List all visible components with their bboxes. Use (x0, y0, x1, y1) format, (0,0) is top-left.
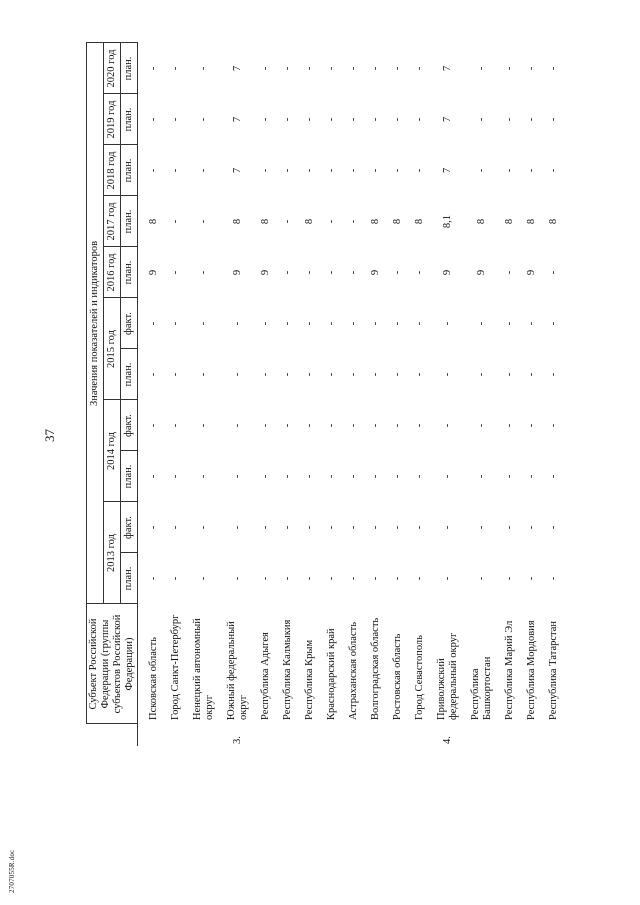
value-cell: - (198, 423, 210, 428)
value-cell: - (148, 321, 160, 326)
value-cell: - (260, 66, 272, 71)
value-cell: - (504, 321, 516, 326)
row-number (365, 724, 387, 746)
value-cell: - (476, 168, 488, 173)
value-cell: - (392, 168, 404, 173)
footer-file-name: 2707055R.doc (8, 849, 16, 893)
value-cell: - (304, 168, 316, 173)
value-cell: - (326, 168, 338, 173)
year-header: 2015 год (104, 298, 121, 400)
subject-name: Республика Адыгея (260, 632, 272, 720)
value-cell: - (232, 474, 244, 479)
value-cell: - (526, 372, 538, 377)
value-cell: - (392, 474, 404, 479)
value-cell: - (282, 576, 294, 581)
value-cell: - (476, 525, 488, 530)
table-row (255, 43, 277, 746)
value-cell: 8,1 (442, 214, 454, 229)
value-cell: - (282, 423, 294, 428)
value-cell: - (348, 576, 360, 581)
year-header: 2016 год (104, 247, 121, 298)
value-cell: 7 (442, 65, 454, 72)
value-cell: - (392, 270, 404, 275)
page-number: 37 (42, 429, 57, 442)
value-cell: - (282, 474, 294, 479)
value-cell: - (370, 117, 382, 122)
value-cell: - (326, 423, 338, 428)
values-header: Значения показателей и индикаторов (87, 43, 104, 604)
value-cell: - (414, 423, 426, 428)
value-cell: - (198, 321, 210, 326)
table-row (277, 43, 299, 746)
value-cell: - (170, 576, 182, 581)
value-cell: - (504, 474, 516, 479)
value-cell: - (370, 576, 382, 581)
value-cell: - (198, 525, 210, 530)
value-cell: - (170, 117, 182, 122)
value-cell: - (260, 423, 272, 428)
value-cell: 9 (526, 269, 538, 276)
value-cell: - (548, 525, 560, 530)
subject-name: Город Севастополь (414, 635, 426, 720)
value-cell: - (326, 372, 338, 377)
value-cell: 8 (526, 218, 538, 225)
value-cell: - (170, 66, 182, 71)
value-cell: - (260, 525, 272, 530)
value-cell: - (198, 576, 210, 581)
value-cell: - (370, 423, 382, 428)
value-cell: - (476, 117, 488, 122)
year-header: 2013 год (104, 502, 121, 604)
plan-header: план. (121, 553, 138, 604)
row-number (465, 724, 499, 746)
value-cell: - (370, 474, 382, 479)
value-cell: - (304, 66, 316, 71)
value-cell: - (504, 66, 516, 71)
row-number: 3. (232, 736, 244, 744)
value-cell: - (282, 219, 294, 224)
plan-header: план. (121, 247, 138, 298)
value-cell: - (326, 219, 338, 224)
subject-column-header: Субъект Российской Федерации (группы субъектов Российской Федерации) (87, 604, 138, 724)
value-cell: 7 (442, 116, 454, 123)
value-cell: - (414, 474, 426, 479)
value-cell: - (504, 372, 516, 377)
row-number (343, 724, 365, 746)
value-cell: - (348, 372, 360, 377)
value-cell: - (148, 66, 160, 71)
value-cell: - (326, 474, 338, 479)
value-cell: - (170, 525, 182, 530)
value-cell: - (414, 117, 426, 122)
table-row (187, 43, 221, 746)
row-number (521, 724, 543, 746)
value-cell: - (392, 423, 404, 428)
value-cell: - (198, 219, 210, 224)
value-cell: - (348, 525, 360, 530)
value-cell: - (442, 321, 454, 326)
value-cell: - (504, 168, 516, 173)
value-cell: - (148, 525, 160, 530)
subject-name: Псковская область (148, 637, 160, 720)
value-cell: - (504, 270, 516, 275)
subject-name: Волгоградская область (370, 617, 382, 720)
table-row (431, 43, 465, 746)
value-cell: - (232, 372, 244, 377)
value-cell: 8 (504, 218, 516, 225)
fact-header: факт. (121, 298, 138, 349)
value-cell: - (348, 117, 360, 122)
value-cell: - (326, 270, 338, 275)
table-row (409, 43, 431, 746)
value-cell: 7 (232, 167, 244, 174)
value-cell: - (170, 423, 182, 428)
subject-name: Приволжский федеральный округ (436, 632, 460, 720)
value-cell: - (170, 372, 182, 377)
value-cell: - (326, 525, 338, 530)
table-row (365, 43, 387, 746)
value-cell: - (148, 117, 160, 122)
value-cell: - (414, 525, 426, 530)
value-cell: - (304, 423, 316, 428)
value-cell: - (348, 270, 360, 275)
value-cell: - (148, 576, 160, 581)
value-cell: - (348, 66, 360, 71)
value-cell: - (170, 168, 182, 173)
table-row (165, 43, 187, 746)
value-cell: - (526, 576, 538, 581)
value-cell: - (198, 117, 210, 122)
table-row (521, 43, 543, 746)
value-cell: - (476, 321, 488, 326)
value-cell: - (304, 525, 316, 530)
value-cell: - (148, 168, 160, 173)
value-cell: - (348, 321, 360, 326)
table-row (299, 43, 321, 746)
plan-header: план. (121, 145, 138, 196)
value-cell: - (260, 576, 272, 581)
fact-header: факт. (121, 400, 138, 451)
value-cell: 7 (232, 116, 244, 123)
plan-header: план. (121, 349, 138, 400)
year-header: 2014 год (104, 400, 121, 502)
subject-name: Республика Марий Эл (504, 620, 516, 720)
value-cell: - (504, 525, 516, 530)
number-column-header (87, 724, 138, 746)
value-cell: - (282, 66, 294, 71)
value-cell: 9 (476, 269, 488, 276)
row-number (277, 724, 299, 746)
year-header: 2020 год (104, 43, 121, 94)
row-number: 4. (442, 736, 454, 744)
subject-name: Республика Башкортостан (470, 656, 494, 720)
value-cell: - (392, 576, 404, 581)
value-cell: - (326, 117, 338, 122)
value-cell: - (526, 474, 538, 479)
value-cell: - (442, 372, 454, 377)
value-cell: 9 (232, 269, 244, 276)
year-header: 2018 год (104, 145, 121, 196)
value-cell: - (370, 66, 382, 71)
value-cell: - (414, 168, 426, 173)
value-cell: - (282, 168, 294, 173)
value-cell: 9 (260, 269, 272, 276)
value-cell: - (304, 576, 316, 581)
value-cell: 9 (370, 269, 382, 276)
value-cell: - (304, 117, 316, 122)
table-row (221, 43, 255, 746)
value-cell: - (260, 117, 272, 122)
indicators-table (86, 42, 565, 746)
row-number (165, 724, 187, 746)
table-row (387, 43, 409, 746)
value-cell: - (526, 117, 538, 122)
table-row (499, 43, 521, 746)
value-cell: 8 (148, 218, 160, 225)
value-cell: - (370, 525, 382, 530)
value-cell: - (414, 66, 426, 71)
value-cell: - (198, 168, 210, 173)
value-cell: - (232, 576, 244, 581)
value-cell: - (526, 423, 538, 428)
value-cell: - (282, 117, 294, 122)
value-cell: - (548, 117, 560, 122)
value-cell: 8 (548, 218, 560, 225)
value-cell: - (414, 576, 426, 581)
value-cell: - (392, 372, 404, 377)
value-cell: 8 (232, 218, 244, 225)
value-cell: - (170, 474, 182, 479)
value-cell: - (304, 474, 316, 479)
value-cell: - (476, 66, 488, 71)
subject-name: Ростовская область (392, 633, 404, 720)
value-cell: - (198, 66, 210, 71)
value-cell: - (476, 474, 488, 479)
year-header: 2019 год (104, 94, 121, 145)
row-number (499, 724, 521, 746)
value-cell: - (504, 576, 516, 581)
value-cell: - (442, 576, 454, 581)
value-cell: 9 (148, 269, 160, 276)
value-cell: 8 (260, 218, 272, 225)
value-cell: - (504, 423, 516, 428)
value-cell: - (548, 168, 560, 173)
row-number (321, 724, 343, 746)
value-cell: - (148, 423, 160, 428)
value-cell: - (304, 321, 316, 326)
value-cell: - (198, 270, 210, 275)
value-cell: - (326, 66, 338, 71)
subject-name: Южный федеральный округ (226, 621, 250, 720)
fact-header: факт. (121, 502, 138, 553)
subject-name: Ненецкий автономный округ (192, 618, 216, 720)
row-number (187, 724, 221, 746)
value-cell: - (548, 321, 560, 326)
value-cell: - (414, 372, 426, 377)
value-cell: 8 (370, 218, 382, 225)
value-cell: - (282, 525, 294, 530)
value-cell: - (370, 321, 382, 326)
value-cell: - (260, 168, 272, 173)
table-row (138, 43, 166, 746)
subject-name: Республика Мордовия (526, 620, 538, 720)
value-cell: - (526, 66, 538, 71)
value-cell: - (548, 270, 560, 275)
value-cell: - (442, 525, 454, 530)
row-number (138, 724, 166, 746)
subject-name: Краснодарский край (326, 628, 338, 720)
row-number (409, 724, 431, 746)
value-cell: - (148, 474, 160, 479)
table-row (343, 43, 365, 746)
value-cell: - (548, 576, 560, 581)
value-cell: 9 (442, 269, 454, 276)
value-cell: - (348, 168, 360, 173)
value-cell: - (232, 525, 244, 530)
value-cell: - (282, 270, 294, 275)
value-cell: - (260, 372, 272, 377)
value-cell: - (414, 270, 426, 275)
value-cell: - (260, 474, 272, 479)
year-header: 2017 год (104, 196, 121, 247)
row-number (299, 724, 321, 746)
value-cell: - (548, 474, 560, 479)
row-number (255, 724, 277, 746)
rotated-table-page (86, 43, 560, 746)
value-cell: - (442, 474, 454, 479)
value-cell: 7 (442, 167, 454, 174)
row-number (387, 724, 409, 746)
value-cell: 7 (232, 65, 244, 72)
value-cell: - (198, 372, 210, 377)
value-cell: - (304, 270, 316, 275)
row-number (543, 724, 565, 746)
value-cell: - (326, 321, 338, 326)
value-cell: - (476, 423, 488, 428)
value-cell: - (414, 321, 426, 326)
value-cell: - (548, 372, 560, 377)
value-cell: - (232, 321, 244, 326)
value-cell: - (148, 372, 160, 377)
value-cell: - (392, 525, 404, 530)
value-cell: - (370, 372, 382, 377)
subject-name: Республика Крым (304, 639, 316, 720)
value-cell: - (392, 321, 404, 326)
value-cell: - (260, 321, 272, 326)
value-cell: - (282, 372, 294, 377)
value-cell: - (526, 168, 538, 173)
value-cell: - (326, 576, 338, 581)
value-cell: 8 (414, 218, 426, 225)
subject-name: Город Санкт-Петербург (170, 614, 182, 720)
plan-header: план. (121, 451, 138, 502)
table-body (138, 43, 566, 746)
value-cell: - (170, 270, 182, 275)
value-cell: - (170, 321, 182, 326)
value-cell: - (526, 321, 538, 326)
subject-name: Республика Татарстан (548, 620, 560, 720)
value-cell: - (348, 219, 360, 224)
plan-header: план. (121, 94, 138, 145)
value-cell: 8 (476, 218, 488, 225)
value-cell: - (392, 66, 404, 71)
value-cell: - (170, 219, 182, 224)
value-cell: - (348, 423, 360, 428)
value-cell: - (548, 66, 560, 71)
value-cell: - (476, 372, 488, 377)
value-cell: - (526, 525, 538, 530)
table-row (465, 43, 499, 746)
value-cell: - (504, 117, 516, 122)
value-cell: - (282, 321, 294, 326)
value-cell: - (232, 423, 244, 428)
table-row (321, 43, 343, 746)
value-cell: - (548, 423, 560, 428)
value-cell: - (442, 423, 454, 428)
value-cell: - (198, 474, 210, 479)
value-cell: - (304, 372, 316, 377)
value-cell: 8 (304, 218, 316, 225)
value-cell: - (348, 474, 360, 479)
value-cell: - (392, 117, 404, 122)
value-cell: - (476, 576, 488, 581)
table-row (543, 43, 565, 746)
plan-header: план. (121, 43, 138, 94)
value-cell: - (370, 168, 382, 173)
plan-header: план. (121, 196, 138, 247)
subject-name: Республика Калмыкия (282, 619, 294, 720)
value-cell: 8 (392, 218, 404, 225)
subject-name: Астраханская область (348, 622, 360, 720)
